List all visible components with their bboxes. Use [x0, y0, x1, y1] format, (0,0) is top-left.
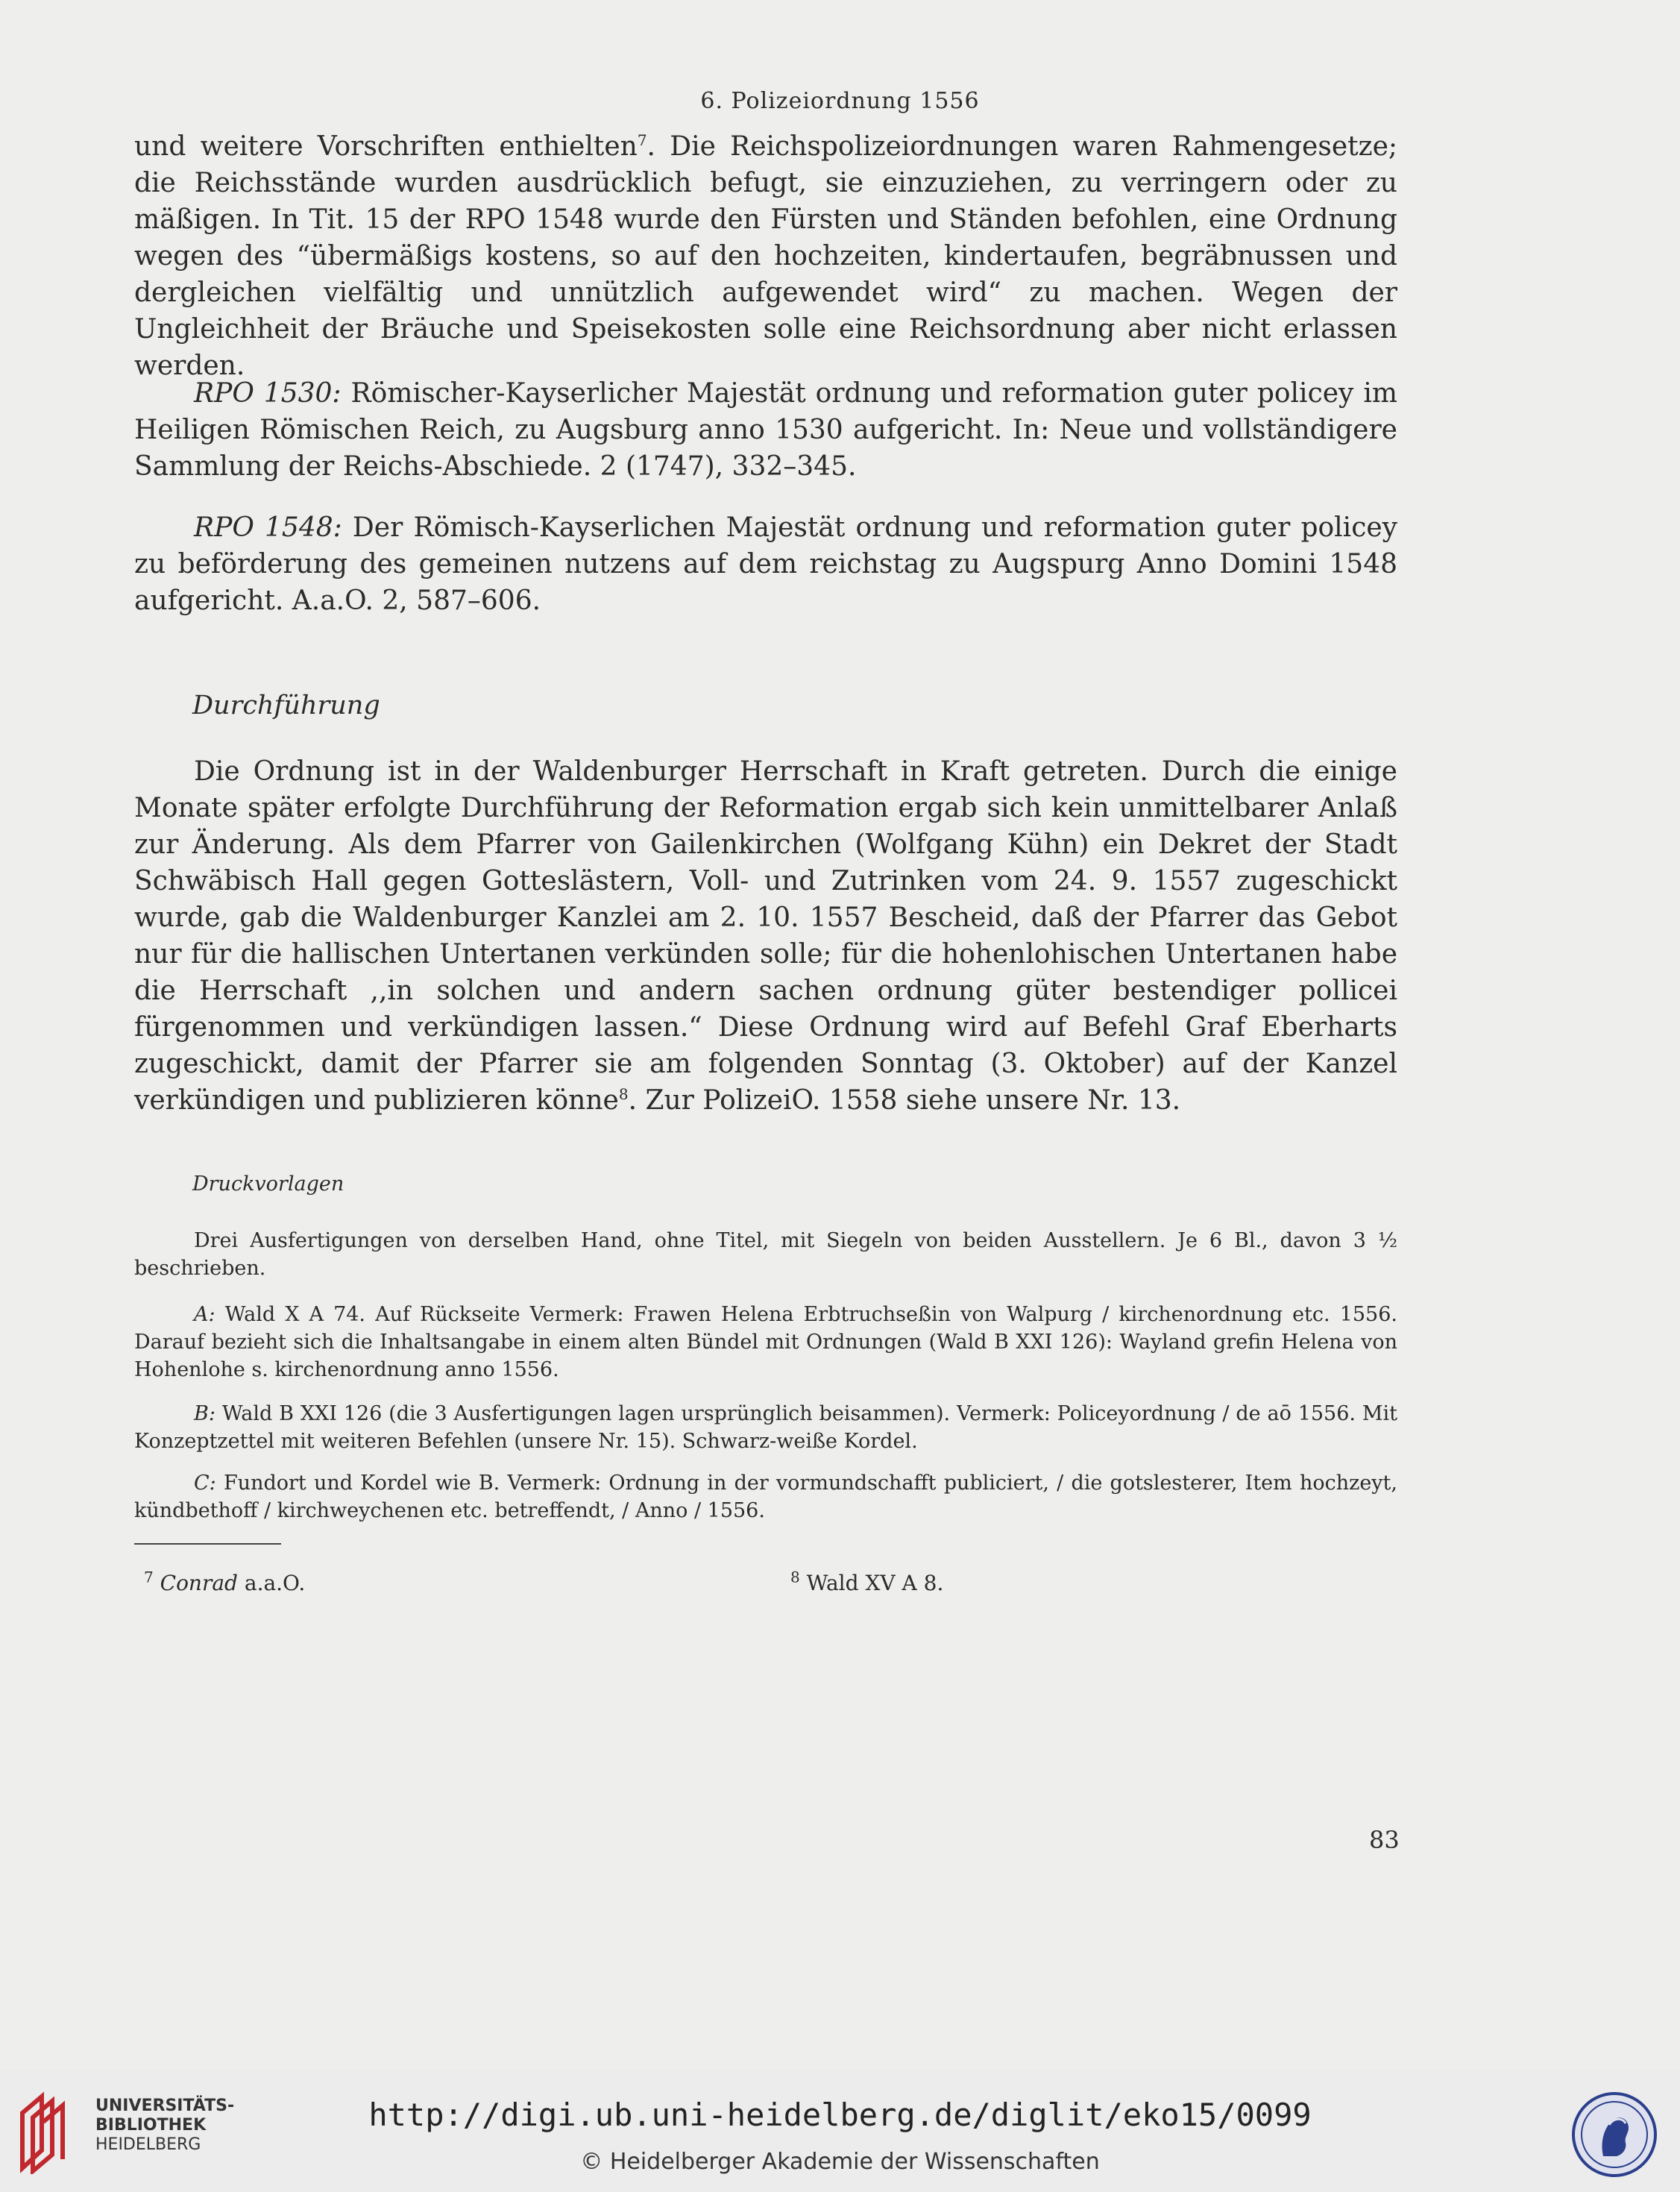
rpo-1530-text: Römischer-Kayserlicher Majestät ordnung und reformation guter policey im Heiligen Römischen Reich, zu Augsburg anno 1530 aufgericht. In: Neue und vollständigere Sammlung der Reichs-Abschiede. 2 (1747), 332–345. [134, 378, 1397, 482]
footnote-mark-8: 8 [618, 1085, 629, 1103]
library-name-line-1: UNIVERSITÄTS- [95, 2097, 235, 2115]
rpo-1530-label: RPO 1530: [194, 378, 342, 409]
library-name-line-2: BIBLIOTHEK [95, 2116, 207, 2135]
version-b-text: Wald B XXI 126 (die 3 Ausfertigungen lagen ursprünglich beisammen). Vermerk: Policeyordnung / de aō 1556. Mit Konzeptzettel mit weiteren Befehlen (unsere Nr. 15). Schwarz-weiße Kordel. [134, 1402, 1397, 1453]
footnote-8-text: Wald XV A 8. [799, 1571, 944, 1595]
druckvorlagen-heading: Druckvorlagen [192, 1172, 345, 1196]
footnote-8-number: 8 [790, 1568, 800, 1586]
version-a-text: Wald X A 74. Auf Rückseite Vermerk: Frawen Helena Erbtruchseßin von Walpurg / kirchenordnung etc. 1556. Darauf bezieht sich die Inhaltsangabe in einem alten Bündel mit Ordnungen (Wald B XXI 126): Wayland grefin Helena von Hohenlohe s. kirchenordnung anno 1556. [134, 1303, 1397, 1381]
academy-seal-icon [1570, 2091, 1658, 2179]
footnote-7-number: 7 [144, 1568, 154, 1586]
version-c [134, 1469, 1397, 1524]
version-a-label: A: [194, 1303, 215, 1326]
rpo-1548-label: RPO 1548: [194, 512, 342, 543]
copyright-notice: © Heidelberger Akademie der Wissenschaften [580, 2149, 1100, 2175]
version-b [134, 1400, 1397, 1455]
footnote-rule [134, 1543, 281, 1545]
main-paragraph [134, 753, 1397, 1119]
intro-text-before: und weitere Vorschriften enthielten [134, 131, 638, 162]
rpo-1548-entry [134, 509, 1397, 619]
main-text-before: Die Ordnung ist in der Waldenburger Herrschaft in Kraft getreten. Durch die einige Monate später erfolgte Durchführung der Reformation ergab sich kein unmittelbarer Anlaß zur Änderung. Als dem Pfarrer von Gailenkirchen (Wolfgang Kühn) ein Dekret der Stadt Schwäbisch Hall gegen Gotteslästern, Voll- und Zutrinken vom 24. 9. 1557 zugeschickt wurde, gab die Waldenburger Kanzlei am 2. 10. 1557 Bescheid, daß der Pfarrer das Gebot nur für die hallischen Untertanen verkünden solle; für die hohenlohischen Untertanen habe die Herrschaft ,,in solchen und andern sachen ordnung güter bestendiger pollicei fürgenommen und verkündigen lassen.“ Diese Ordnung wird auf Befehl Graf Eberharts zugeschickt, damit der Pfarrer sie am folgenden Sonntag (3. Oktober) auf der Kanzel verkündigen und publizieren könne [134, 756, 1397, 1116]
druckvorlagen-intro: Drei Ausfertigungen von derselben Hand, ohne Titel, mit Siegeln von beiden Ausstellern. Je 6 Bl., davon 3 ½ beschrieben. [134, 1229, 1397, 1280]
footnote-8 [790, 1568, 944, 1595]
intro-paragraph [134, 128, 1397, 384]
main-text-after: . Zur PolizeiO. 1558 siehe unsere Nr. 13. [628, 1085, 1181, 1116]
permalink-url[interactable]: http://digi.ub.uni-heidelberg.de/diglit/eko15/0099 [368, 2097, 1312, 2133]
footer-bar [0, 2070, 1680, 2192]
rpo-1548-text: Der Römisch-Kayserlichen Majestät ordnung und reformation guter policey zu beförderung des gemeinen nutzens auf dem reichstag zu Augspurg Anno Domini 1548 aufgericht. A.a.O. 2, 587–606. [134, 512, 1398, 616]
footnote-7 [144, 1568, 306, 1595]
intro-text-after: . Die Reichspolizeiordnungen waren Rahmengesetze; die Reichsstände wurden ausdrücklich befugt, sie einzuziehen, zu verringern oder zu mäßigen. In Tit. 15 der RPO 1548 wurde den Fürsten und Ständen befohlen, eine Ordnung wegen des “übermäßigs kostens, so auf den hochzeiten, kindertaufen, begräbnussen und dergleichen vielfältig und unnützlich aufgewendet wird“ zu machen. Wegen der Ungleichheit der Bräuche und Speisekosten solle eine Reichsordnung aber nicht erlassen werden. [134, 131, 1398, 381]
version-c-text: Fundort und Kordel wie B. Vermerk: Ordnung in der vormundschafft publiciert, / die gotslesterer, Item hochzeyt, kündbethoff / kirchweychenen etc. betreffendt, / Anno / 1556. [134, 1472, 1397, 1522]
footnote-mark-7: 7 [637, 131, 647, 149]
footnote-7-author: Conrad [160, 1571, 238, 1595]
version-a [134, 1301, 1397, 1384]
footnote-7-text: a.a.O. [237, 1571, 306, 1595]
rpo-1530-entry [134, 375, 1397, 485]
library-name-line-3: HEIDELBERG [95, 2135, 201, 2154]
running-head: 6. Polizeiordnung 1556 [700, 88, 980, 114]
version-c-label: C: [194, 1472, 216, 1495]
page-number: 83 [1369, 1826, 1400, 1854]
section-heading: Durchführung [192, 691, 380, 720]
version-b-label: B: [194, 1402, 215, 1425]
